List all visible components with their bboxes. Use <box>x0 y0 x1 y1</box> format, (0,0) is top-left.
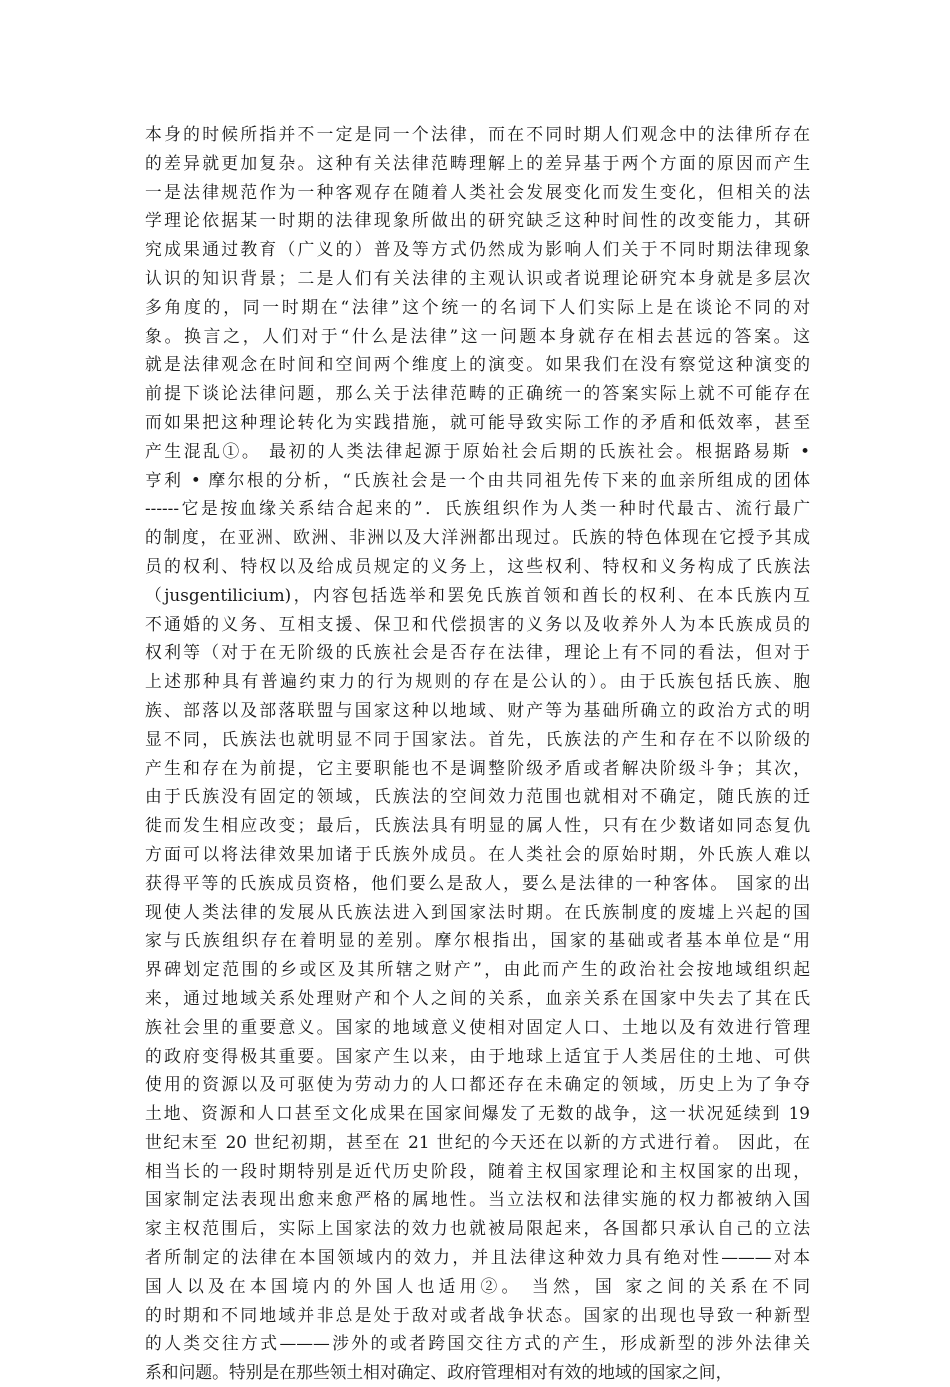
text-line-34: 使用的资源以及可驱使为劳动力的人口都还存在未确定的领域，历史上为了争夺 <box>145 1074 810 1095</box>
text-line-22: 显不同，氏族法也就明显不同于国家法。首先，氏族法的产生和存在不以阶级的 <box>145 728 810 749</box>
text-line-6: 认识的知识背景；二是人们有关法律的主观认识或者说理论研究本身就是多层次 <box>145 267 810 288</box>
text-line-12: 产生混乱①。 最初的人类法律起源于原始社会后期的氏族社会。根据路易斯 • <box>145 440 810 461</box>
text-line-21: 族、部落以及部落联盟与国家这种以地域、财产等为基础所确立的政治方式的明 <box>145 699 810 720</box>
text-line-9: 就是法律观念在时间和空间两个维度上的演变。如果我们在没有察觉这种演变的 <box>145 354 810 375</box>
text-line-33: 的政府变得极其重要。国家产生以来，由于地球上适宜于人类居住的土地、可供 <box>145 1045 810 1066</box>
text-line-11: 而如果把这种理论转化为实践措施，就可能导致实际工作的矛盾和低效率，甚至 <box>145 411 810 432</box>
text-line-36: 世纪末至 20 世纪初期，甚至在 21 世纪的今天还在以新的方式进行着。 因此，在 <box>145 1131 810 1152</box>
text-line-23: 产生和存在为前提，它主要职能也不是调整阶级矛盾或者解决阶级斗争；其次， <box>145 757 810 778</box>
text-line-19: 权利等（对于在无阶级的氏族社会是否存在法律，理论上有不同的看法，但对于 <box>145 642 810 663</box>
text-line-35: 土地、资源和人口甚至文化成果在国家间爆发了无数的战争，这一状况延续到 19 <box>145 1103 810 1124</box>
text-line-1: 本身的时候所指并不一定是同一个法律，而在不同时期人们观念中的法律所存在 <box>145 124 810 144</box>
text-line-39: 家主权范围后，实际上国家法的效力也就被局限起来，各国都只承认自己的立法 <box>145 1218 810 1239</box>
text-line-4: 学理论依据某一时期的法律现象所做出的研究缺乏这种时间性的改变能力，其研 <box>145 210 810 231</box>
text-line-16: 员的权利、特权以及给成员规定的义务上，这些权利、特权和义务构成了氏族法 <box>145 555 810 576</box>
text-line-28: 现使人类法律的发展从氏族法进入到国家法时期。在氏族制度的废墟上兴起的国 <box>145 901 810 922</box>
text-line-38: 国家制定法表现出愈来愈严格的属地性。当立法权和法律实施的权力都被纳入国 <box>145 1189 810 1210</box>
text-line-37: 相当长的一段时期特别是近代历史阶段，随着主权国家理论和主权国家的出现， <box>145 1160 810 1181</box>
text-line-7: 多角度的，同一时期在“法律”这个统一的名词下人们实际上是在谈论不同的对 <box>145 296 810 317</box>
text-line-30: 界碑划定范围的乡或区及其所辖之财产”，由此而产生的政治社会按地域组织起 <box>145 959 810 980</box>
text-line-26: 方面可以将法律效果加诸于氏族外成员。在人类社会的原始时期，外氏族人难以 <box>145 843 810 864</box>
text-line-17: （jusgentilicium)，内容包括选举和罢免氏族首领和酋长的权利、在本氏族内互 <box>145 584 810 605</box>
text-line-3: 一是法律规范作为一种客观存在随着人类社会发展变化而发生变化，但相关的法 <box>145 181 810 202</box>
text-line-29: 家与氏族组织存在着明显的差别。摩尔根指出，国家的基础或者基本单位是“用 <box>145 930 810 951</box>
text-line-27: 获得平等的氏族成员资格，他们要么是敌人，要么是法律的一种客体。 国家的出 <box>145 872 810 893</box>
text-line-41: 国人以及在本国境内的外国人也适用②。 当然，国 家之间的关系在不同 <box>145 1275 810 1296</box>
text-line-14: ------它是按血缘关系结合起来的”．氏族组织作为人类一种时代最古、流行最广 <box>145 498 810 519</box>
text-line-13: 亨利 • 摩尔根的分析，“氏族社会是一个由共同祖先传下来的血亲所组成的团体 <box>145 469 810 490</box>
text-line-2: 的差异就更加复杂。这种有关法律范畴理解上的差异基于两个方面的原因而产生 <box>145 152 810 173</box>
text-line-8: 象。换言之，人们对于“什么是法律”这一问题本身就存在相去甚远的答案。这 <box>145 325 810 346</box>
text-line-32: 族社会里的重要意义。国家的地域意义使相对固定人口、土地以及有效进行管理 <box>145 1016 810 1037</box>
body-text <box>145 120 810 1387</box>
text-line-42: 的时期和不同地域并非总是处于敌对或者战争状态。国家的出现也导致一种新型 <box>145 1304 810 1325</box>
text-line-31: 来，通过地域关系处理财产和个人之间的关系，血亲关系在国家中失去了其在氏 <box>145 987 810 1008</box>
text-line-44: 系和问题。特别是在那些领土相对确定、政府管理相对有效的地域的国家之间， <box>145 1362 733 1383</box>
text-line-40: 者所制定的法律在本国领域内的效力，并且法律这种效力具有绝对性———对本 <box>145 1247 810 1268</box>
text-line-10: 前提下谈论法律问题，那么关于法律范畴的正确统一的答案实际上就不可能存在 <box>145 383 810 404</box>
text-line-5: 究成果通过教育（广义的）普及等方式仍然成为影响人们关于不同时期法律现象 <box>145 239 810 260</box>
text-line-43: 的人类交往方式———涉外的或者跨国交往方式的产生，形成新型的涉外法律关 <box>145 1333 810 1354</box>
text-line-15: 的制度，在亚洲、欧洲、非洲以及大洋洲都出现过。氏族的特色体现在它授予其成 <box>145 527 810 548</box>
text-line-24: 由于氏族没有固定的领域，氏族法的空间效力范围也就相对不确定，随氏族的迁 <box>145 786 810 807</box>
text-line-20: 上述那种具有普遍约束力的行为规则的存在是公认的）。由于氏族包括氏族、胞 <box>145 671 810 692</box>
text-line-25: 徙而发生相应改变；最后，氏族法具有明显的属人性，只有在少数诸如同态复仇 <box>145 815 810 836</box>
text-line-18: 不通婚的义务、互相支援、保卫和代偿损害的义务以及收养外人为本氏族成员的 <box>145 613 810 634</box>
